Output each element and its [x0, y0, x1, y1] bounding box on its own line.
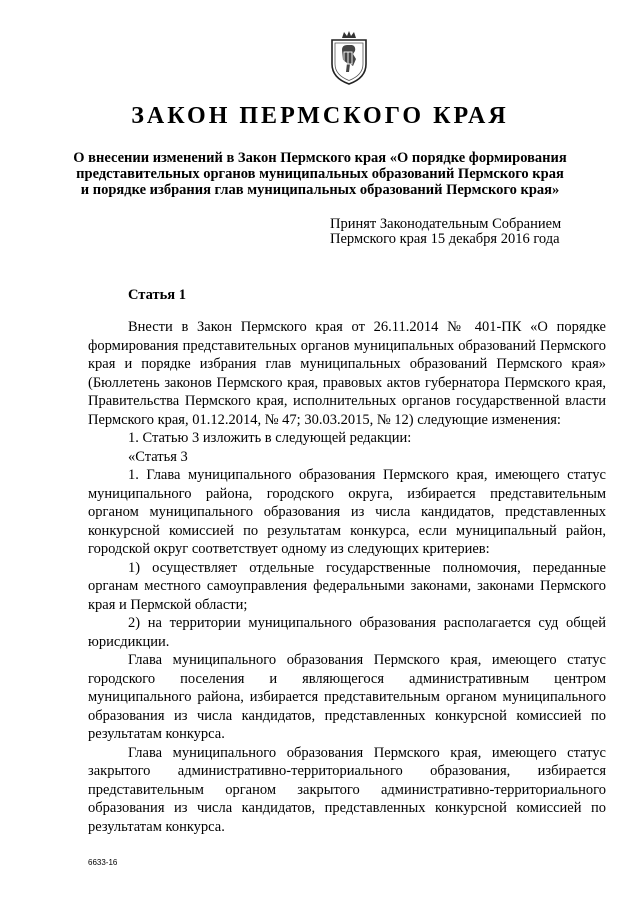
subtitle-line: и порядке избрания глав муниципальных образований Пермского края»: [80, 182, 560, 198]
paragraph: «Статья 3: [128, 448, 188, 465]
paragraph: 1. Глава муниципального образования Пермского края, имеющего статус муниципального района, городского округа, избирается представительным органом муниципального образования из числа кандидатов, представленных конкурсной комиссией по результатам конкурса, если муниципальный район, городской округ соответствует одному из следующих критериев:: [88, 467, 606, 557]
adoption-line: Пермского края 15 декабря 2016 года: [330, 231, 560, 247]
coat-of-arms-icon: [326, 30, 372, 86]
article-body: [88, 318, 606, 836]
adoption-line: Принят Законодательным Собранием: [330, 216, 562, 232]
paragraph: 1. Статью 3 изложить в следующей редакции:: [128, 430, 412, 446]
paragraph: Глава муниципального образования Пермского края, имеющего статус городского поселения и являющегося административным центром муниципального района, избирается представительным органом муниципального образования из числа кандидатов, представленных конкурсной комиссией по результатам конкурса.: [88, 652, 606, 742]
document-code: 6633-16: [88, 858, 118, 867]
paragraph: Внести в Закон Пермского края от 26.11.2014 № 401-ПК «О порядке формирования представительных органов муниципальных образований Пермского края и порядке избрания глав муниципальных образований Пермского края» (Бюллетень законов Пермского края, правовых актов губернатора Пермского края, Правительства Пермского края, исполнительных органов государственной власти Пермского края, 01.12.2014, № 47; 30.03.2015, № 12) следующие изменения:: [88, 319, 606, 428]
adoption-note: [330, 217, 561, 247]
subtitle-line: О внесении изменений в Закон Пермского края «О порядке формирования: [73, 150, 567, 166]
law-title: ЗАКОН ПЕРМСКОГО КРАЯ: [131, 103, 509, 129]
law-subtitle: [60, 150, 580, 198]
paragraph: 2) на территории муниципального образования располагается суд общей юрисдикции.: [88, 615, 606, 650]
paragraph: Глава муниципального образования Пермского края, имеющего статус закрытого административно-территориального образования, избирается представительным органом закрытого административно-территориального образования из числа кандидатов, представленных конкурсной комиссией по результатам конкурса.: [88, 744, 606, 835]
paragraph: 1) осуществляет отдельные государственные полномочия, переданные органам местного самоуправления федеральными законами, законами Пермского края и Пермской области;: [88, 559, 606, 613]
subtitle-line: представительных органов муниципальных образований Пермского края: [76, 166, 564, 182]
article-heading: Статья 1: [128, 287, 186, 303]
